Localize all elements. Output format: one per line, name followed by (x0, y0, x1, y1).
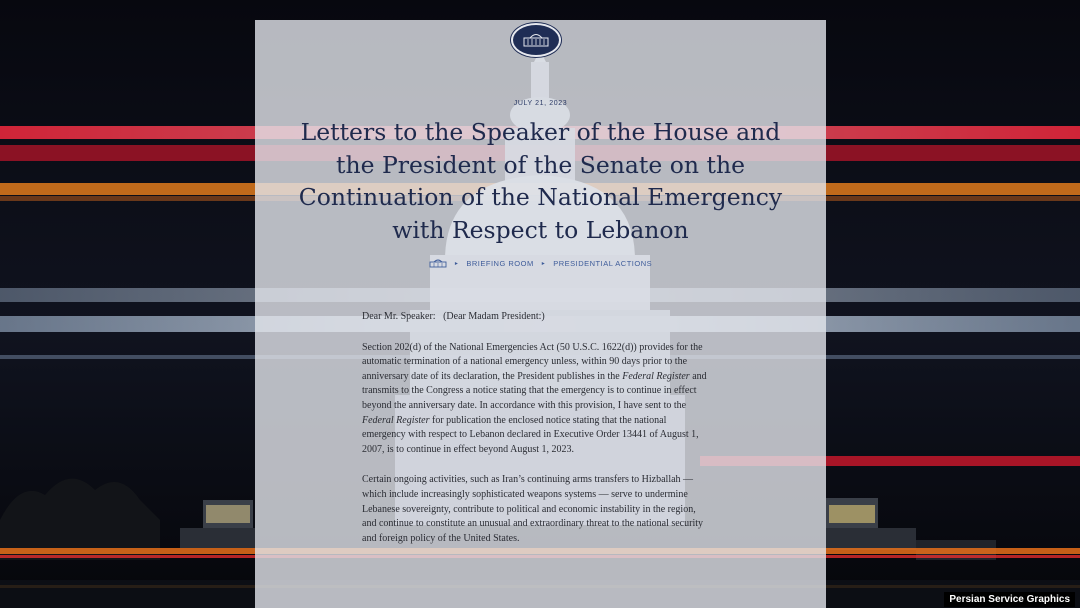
breadcrumb-briefing-room[interactable]: BRIEFING ROOM (466, 259, 534, 268)
chevron-right-icon: ▸ (541, 261, 546, 267)
breadcrumb-presidential-actions[interactable]: PRESIDENTIAL ACTIONS (553, 259, 653, 268)
publish-date: JULY 21, 2023 (513, 100, 568, 107)
white-house-icon[interactable] (429, 259, 447, 268)
breadcrumb (255, 259, 826, 268)
salutation: Dear Mr. Speaker: (Dear Madam President:) (362, 311, 545, 322)
chevron-right-icon: ▸ (454, 261, 459, 267)
page-title: Letters to the Speaker of the House and the President of the Senate on the Continuation of the National Emergency with Respect to Lebanon (298, 118, 783, 244)
paragraph-1: Section 202(d) of the National Emergencies Act (50 U.S.C. 1622(d)) provides for the automatic termination of a national emergency unless, within 90 days prior to the anniversary date of its declaration, the President publishes in the Federal Register and transmits to the Congress a notice stating that the emergency is to continue in effect beyond the anniversary date. In accordance with this provision, I have sent to the Federal Register for publication the enclosed notice stating that the national emergency with respect to Lebanon declared in Executive Order 13441 of August 1, 2007, is to continue in effect beyond August 1, 2023. (362, 341, 707, 455)
press-release-page (255, 20, 826, 608)
photo-credit: Persian Service Graphics (944, 592, 1075, 607)
letter-body (362, 310, 712, 562)
federal-register-ref: Federal Register (362, 414, 430, 426)
white-house-seal-icon[interactable] (511, 23, 561, 57)
paragraph-2: Certain ongoing activities, such as Iran’s continuing arms transfers to Hizballah — which include increasingly sophisticated weapons systems — serve to undermine Lebanese sovereignty, contribute to political and economic instability in the region, and continue to constitute an unusual and extraordinary threat to the national security and foreign policy of the United States. (362, 474, 704, 544)
federal-register-ref: Federal Register (622, 370, 690, 382)
